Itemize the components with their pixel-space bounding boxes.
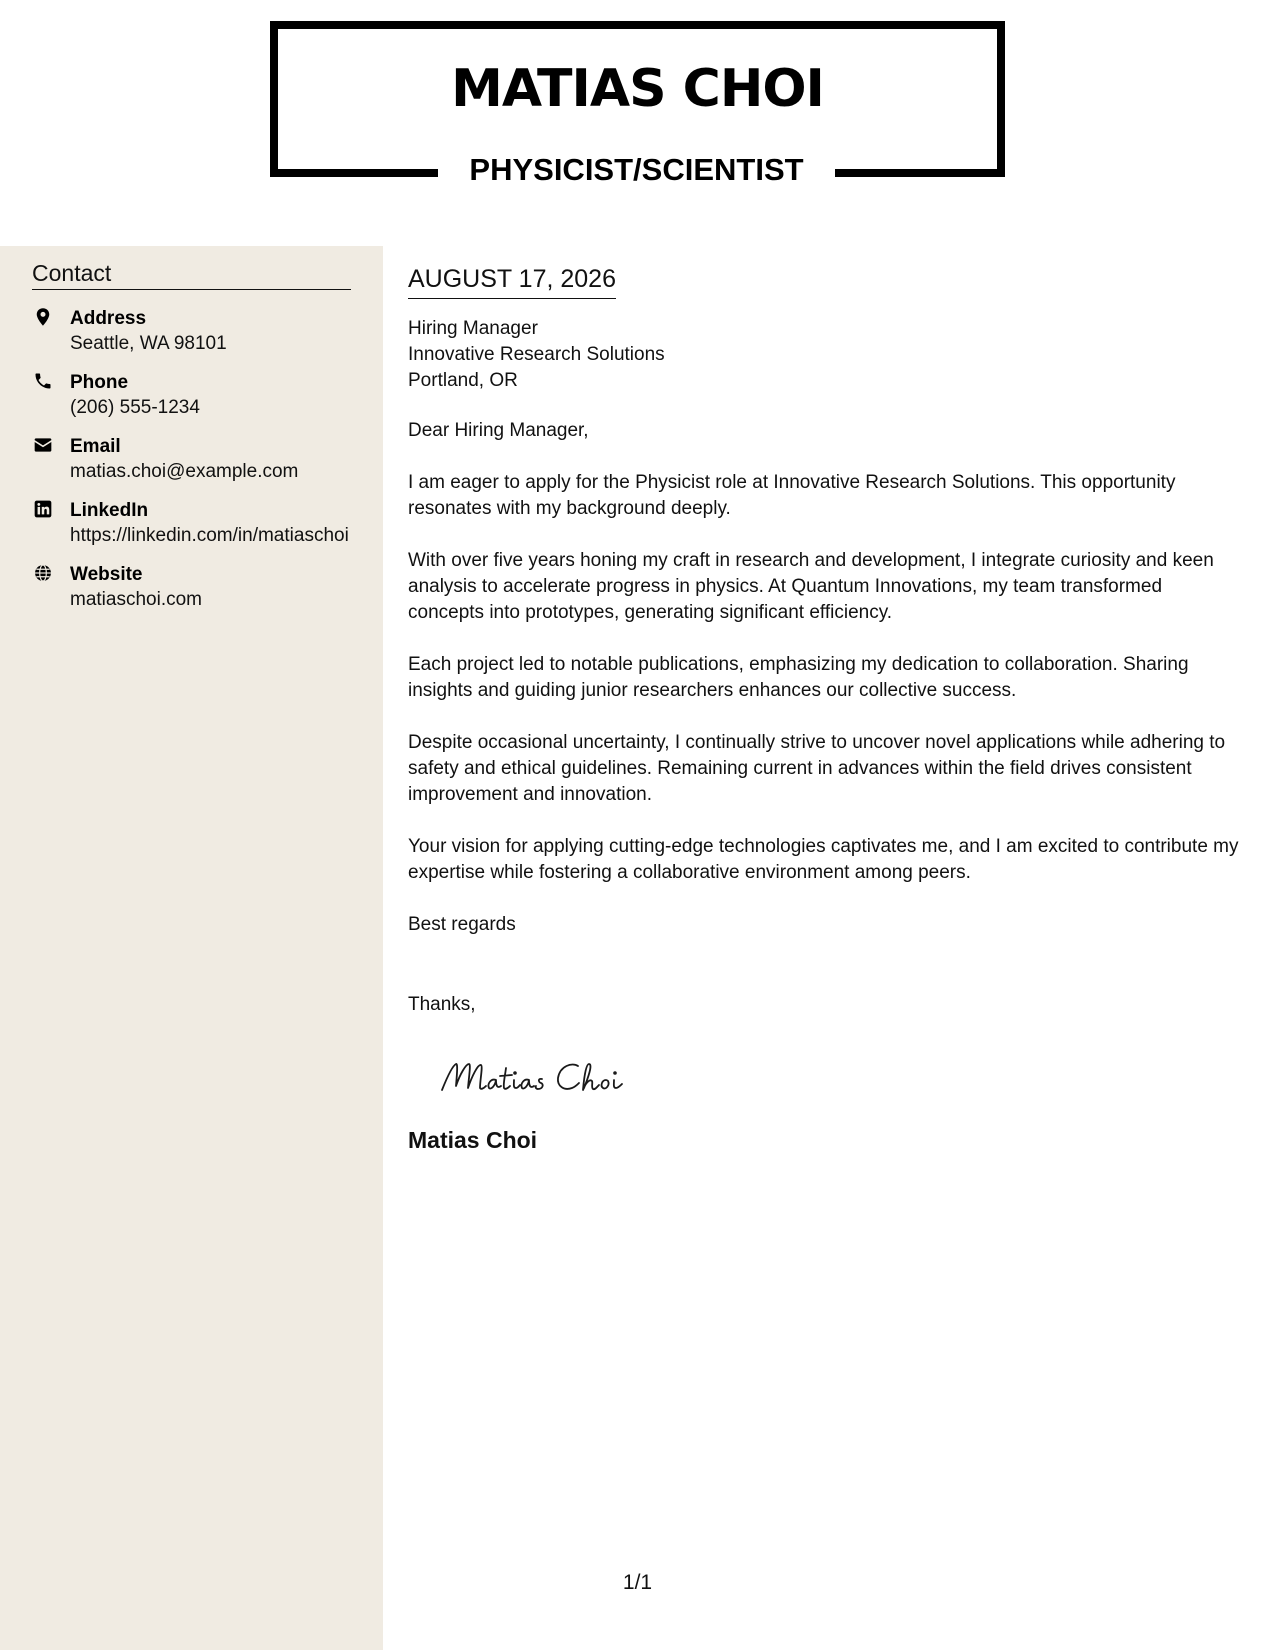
- contact-list: [32, 306, 352, 626]
- recipient-line: Innovative Research Solutions: [408, 344, 665, 365]
- recipient-block: [408, 316, 1243, 394]
- body-paragraph: Your vision for applying cutting-edge technologies captivates me, and I am excited to contribute my expertise while fostering a collaborative environment among peers.: [408, 836, 1239, 883]
- job-title: PHYSICIST/SCIENTIST: [469, 152, 804, 187]
- globe-icon: [32, 562, 54, 584]
- phone-icon: [32, 370, 54, 392]
- location-pin-icon: [32, 306, 54, 328]
- closing: Best regards: [408, 914, 516, 935]
- linkedin-value[interactable]: https://linkedin.com/in/matiaschoi: [70, 525, 349, 546]
- recipient-line: Portland, OR: [408, 370, 518, 391]
- letter-date: AUGUST 17, 2026: [408, 265, 616, 299]
- website-value[interactable]: matiaschoi.com: [70, 589, 202, 610]
- contact-label: LinkedIn: [70, 500, 149, 521]
- linkedin-icon: [32, 498, 54, 520]
- phone-value: (206) 555-1234: [70, 397, 200, 418]
- contact-label: Email: [70, 436, 121, 457]
- recipient-line: Hiring Manager: [408, 318, 538, 339]
- contact-item-phone: [32, 370, 352, 420]
- applicant-name: MATIAS CHOI: [451, 59, 824, 119]
- contact-label: Address: [70, 308, 147, 329]
- contact-heading: Contact: [32, 260, 351, 290]
- body-paragraph: With over five years honing my craft in research and development, I integrate curiosity and keen analysis to accelerate progress in physics. At Quantum Innovations, my team transformed concepts into prototypes, generating significant efficiency.: [408, 550, 1214, 623]
- body-paragraph: Despite occasional uncertainty, I continually strive to uncover novel applications while adhering to safety and ethical guidelines. Remaining current in advances within the field drives consistent improvement and innovation.: [408, 732, 1226, 805]
- contact-sidebar: [0, 246, 383, 1650]
- page-number: 1/1: [622, 1571, 653, 1594]
- body-paragraph: Each project led to notable publications, emphasizing my dedication to collaboration. Sharing insights and guiding junior researchers enhances our collective success.: [408, 654, 1189, 701]
- body-paragraph: I am eager to apply for the Physicist role at Innovative Research Solutions. This opportunity resonates with my background deeply.: [408, 472, 1176, 519]
- contact-label: Website: [70, 564, 143, 585]
- letter-body: [408, 246, 1243, 1154]
- envelope-icon: [32, 434, 54, 456]
- signer-name: Matias Choi: [408, 1127, 538, 1153]
- thanks: Thanks,: [408, 994, 476, 1015]
- address-value: Seattle, WA 98101: [70, 333, 227, 354]
- contact-item-address: [32, 306, 352, 356]
- contact-item-linkedin: [32, 498, 352, 548]
- contact-item-email: [32, 434, 352, 484]
- handwritten-signature: [438, 1052, 1243, 1104]
- contact-item-website: [32, 562, 352, 612]
- salutation: Dear Hiring Manager,: [408, 420, 589, 441]
- contact-label: Phone: [70, 372, 129, 393]
- email-value[interactable]: matias.choi@example.com: [70, 461, 299, 482]
